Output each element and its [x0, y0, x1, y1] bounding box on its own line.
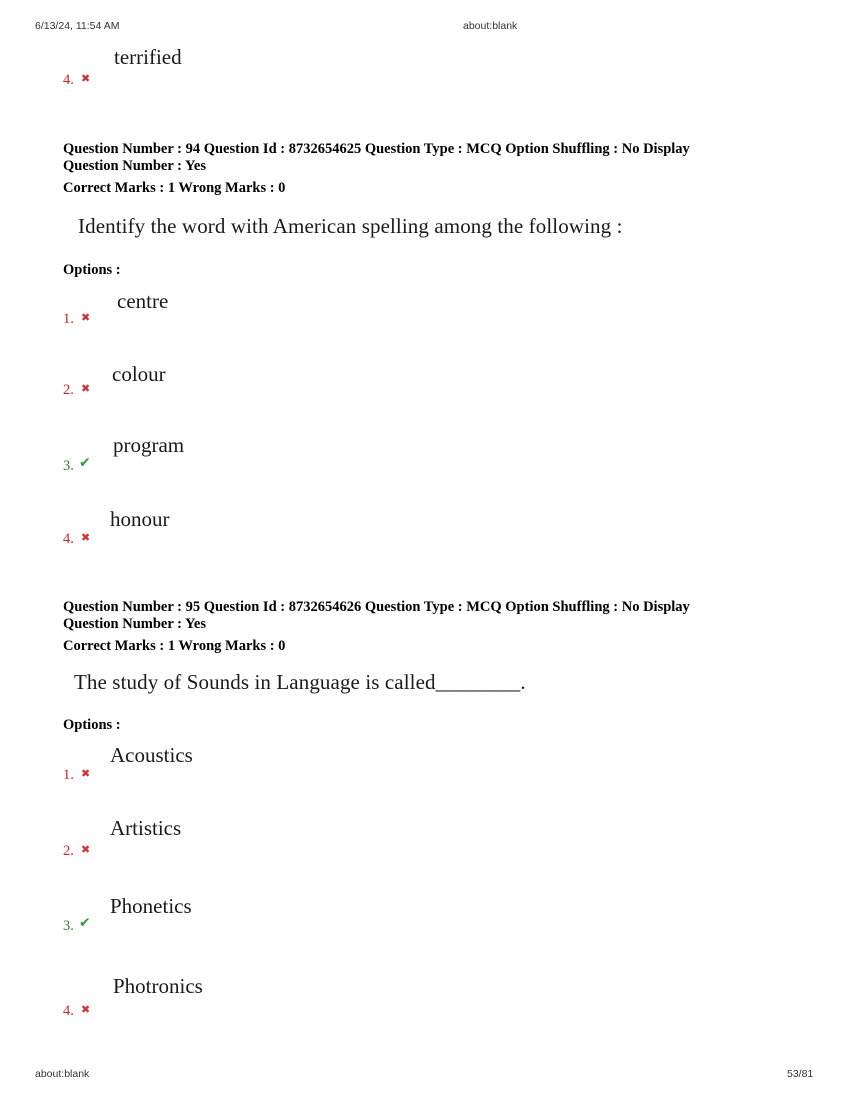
- option-text: Artistics: [110, 816, 182, 840]
- option-text: honour: [110, 507, 170, 531]
- question-text: Identify the word with American spelling among the following :: [78, 214, 623, 238]
- wrong-mark-icon: ✖: [81, 767, 91, 780]
- wrong-mark-icon: ✖: [81, 531, 91, 544]
- question-marks: Correct Marks : 1 Wrong Marks : 0: [63, 638, 286, 654]
- option-text: centre: [117, 289, 169, 313]
- question-marks: Correct Marks : 1 Wrong Marks : 0: [63, 180, 286, 196]
- option-number: 3.: [63, 458, 74, 474]
- question-meta-line1: Question Number : 94 Question Id : 8732654625 Question Type : MCQ Option Shuffling : No Display: [63, 141, 690, 157]
- option-number: 3.: [63, 918, 74, 934]
- question-meta-line1: Question Number : 95 Question Id : 8732654626 Question Type : MCQ Option Shuffling : No Display: [63, 599, 690, 615]
- correct-check-icon: ✔: [79, 915, 91, 931]
- correct-check-icon: ✔: [79, 455, 91, 471]
- question-meta-line2: Question Number : Yes: [63, 158, 206, 174]
- question-meta-line2: Question Number : Yes: [63, 616, 206, 632]
- option-number: 2.: [63, 843, 74, 859]
- option-text: Phonetics: [110, 894, 192, 918]
- wrong-mark-icon: ✖: [81, 843, 91, 856]
- wrong-mark-icon: ✖: [81, 382, 91, 395]
- wrong-mark-icon: ✖: [81, 72, 91, 85]
- question-text: The study of Sounds in Language is called________.: [74, 670, 526, 694]
- option-number: 1.: [63, 767, 74, 783]
- option-text: Acoustics: [110, 743, 193, 767]
- option-number: 1.: [63, 311, 74, 327]
- option-text: terrified: [114, 45, 182, 69]
- wrong-mark-icon: ✖: [81, 311, 91, 324]
- print-page-number: 53/81: [787, 1068, 814, 1080]
- option-number: 4.: [63, 72, 74, 88]
- options-label: Options :: [63, 717, 121, 733]
- option-number: 2.: [63, 382, 74, 398]
- option-number: 4.: [63, 1003, 74, 1019]
- option-text: program: [113, 433, 185, 457]
- option-text: Photronics: [113, 974, 203, 998]
- option-number: 4.: [63, 531, 74, 547]
- print-page-title: about:blank: [463, 20, 518, 32]
- wrong-mark-icon: ✖: [81, 1003, 91, 1016]
- option-text: colour: [112, 362, 166, 386]
- print-datetime: 6/13/24, 11:54 AM: [35, 20, 120, 32]
- print-footer-url: about:blank: [35, 1068, 90, 1080]
- options-label: Options :: [63, 262, 121, 278]
